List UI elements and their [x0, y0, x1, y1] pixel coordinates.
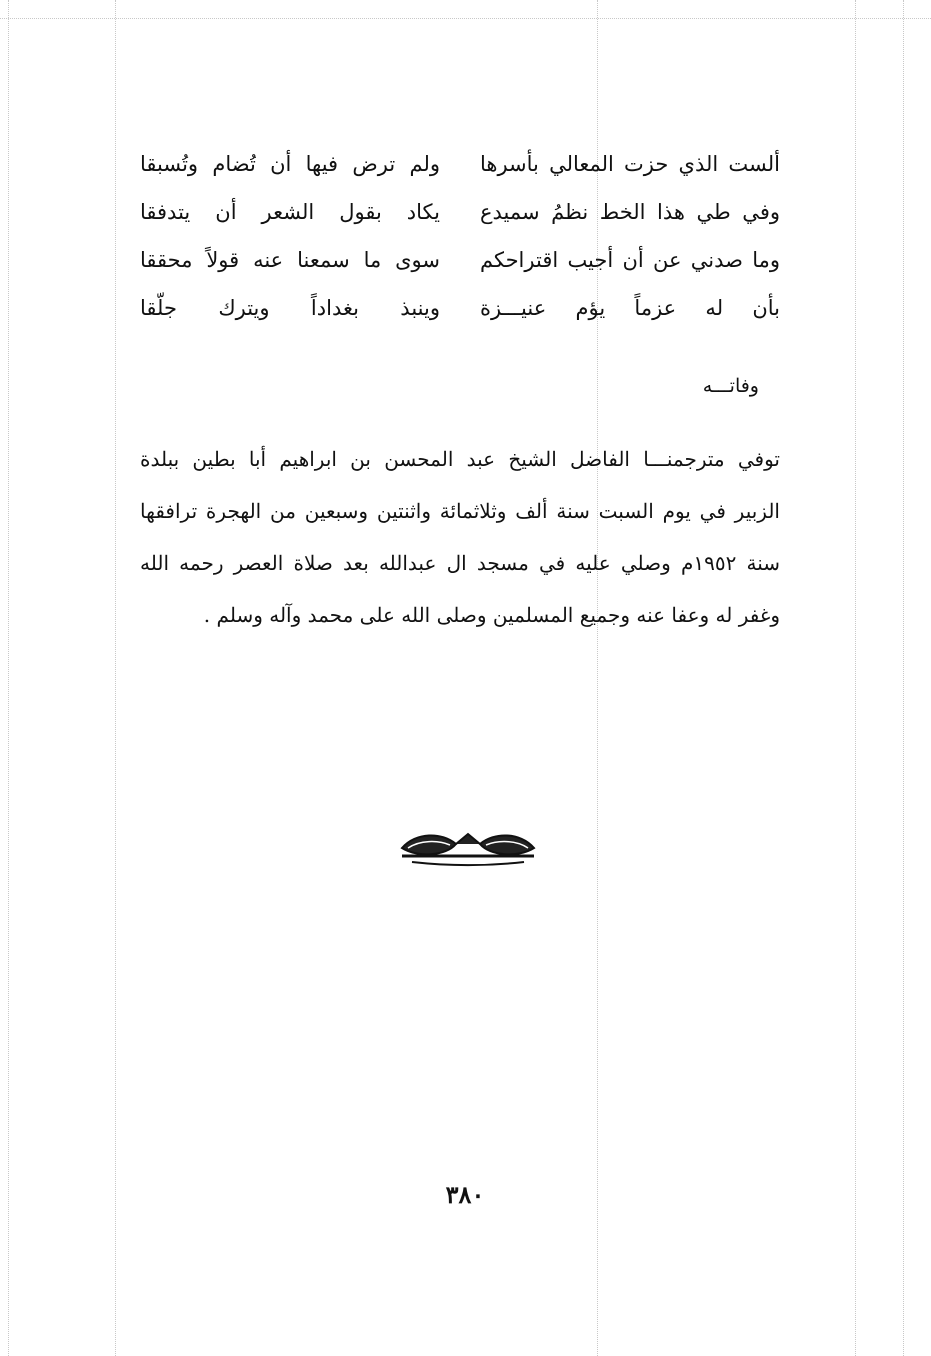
- verse-second-hemistich: وينبذ بغداداً ويترك جلّقا: [140, 296, 440, 320]
- paragraph-line: الزبير في يوم السبت سنة ألف وثلاثمائة واثنتين وسبعين من الهجرة ترافقها: [140, 499, 780, 523]
- scan-guide-line: [855, 0, 856, 1356]
- scan-guide-line: [903, 0, 904, 1356]
- page-number: ٣٨٠: [445, 1180, 485, 1209]
- paragraph-line: وغفر له وعفا عنه وجميع المسلمين وصلى الله على محمد وآله وسلم .: [203, 603, 780, 627]
- scan-guide-line: [115, 0, 116, 1356]
- poem-verse: [140, 236, 780, 284]
- body-paragraph: [140, 433, 780, 641]
- verse-first-hemistich: وما صدني عن أن أجيب اقتراحكم: [480, 248, 780, 272]
- poem-block: [140, 140, 780, 332]
- section-heading: وفاتـــه: [702, 375, 759, 397]
- scan-guide-line: [8, 0, 9, 1356]
- verse-second-hemistich: ولم ترض فيها أن تُضام وتُسبقا: [140, 152, 440, 176]
- decorative-divider-icon: [398, 826, 538, 868]
- verse-first-hemistich: ألست الذي حزت المعالي بأسرها: [480, 152, 780, 176]
- verse-second-hemistich: يكاد بقول الشعر أن يتدفقا: [140, 200, 440, 224]
- verse-first-hemistich: وفي طي هذا الخط نظمُ سميدع: [480, 200, 780, 224]
- paragraph-line: سنة ١٩٥٢م وصلي عليه في مسجد ال عبدالله بعد صلاة العصر رحمه الله: [140, 551, 780, 575]
- poem-verse: [140, 140, 780, 188]
- verse-second-hemistich: سوى ما سمعنا عنه قولاً محققا: [140, 248, 440, 272]
- poem-verse: [140, 188, 780, 236]
- scan-guide-line: [0, 18, 931, 19]
- paragraph-line: توفي مترجمنـــا الفاضل الشيخ عبد المحسن بن ابراهيم أبا بطين ببلدة: [140, 447, 780, 471]
- poem-verse: [140, 284, 780, 332]
- verse-first-hemistich: بأن له عزماً يؤم عنيـــزة: [480, 296, 780, 320]
